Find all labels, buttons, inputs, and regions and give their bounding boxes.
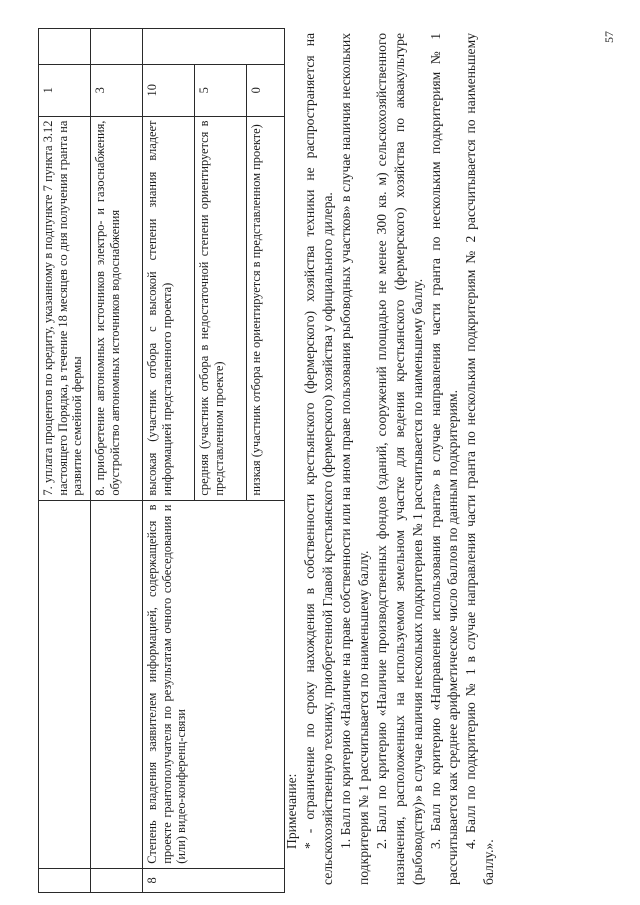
notes-heading: Примечание: bbox=[284, 773, 299, 849]
option-text: низкая (участник отбора не ориентируется в представленном проекте) bbox=[247, 116, 285, 500]
page-number: 57 bbox=[602, 31, 616, 43]
criteria-table bbox=[38, 28, 285, 893]
note-item: * - ограничение по сроку нахождения в собственности крестьянского (фермерского) хозяйства техники не распространяется на сельскохозяйственную технику, приобретенной Главой крестьянского (фермерского) хозяйства у официального дилера. bbox=[301, 33, 335, 885]
option-score: 10 bbox=[143, 64, 195, 116]
table-row bbox=[39, 29, 91, 893]
table-row bbox=[91, 29, 143, 893]
option-text: 8. приобретение автономных источников электро- и газоснабжения, обустройство автономных источников водоснабжения bbox=[91, 116, 143, 500]
notes-section bbox=[283, 33, 498, 885]
option-text: 7. уплата процентов по кредиту, указанному в подпункте 7 пункта 3.12 настоящего Порядка, в течение 18 месяцев со дня получения гранта на развитие семейной фермы bbox=[39, 116, 91, 500]
note-item: 1. Балл по критерию «Наличие на праве собственности или на ином праве пользования рыбоводных участков» в случае наличия нескольких подкритерия № 1 рассчитывается по наименьшему баллу. bbox=[337, 33, 371, 885]
option-score: 1 bbox=[39, 64, 91, 116]
note-item: 3. Балл по критерию «Направление использования гранта» в случае направления части гранта по нескольким подкритериям № 1 рассчитывается как среднее арифметическое число баллов по данным подкритериям. bbox=[427, 33, 461, 885]
option-score: 3 bbox=[91, 64, 143, 116]
option-score: 0 bbox=[247, 64, 285, 116]
criterion-text: Степень владения заявителем информацией, содержащейся в проекте грантополучателя по результатам очного собеседования и (или) видео-конференц-связи bbox=[143, 500, 285, 868]
note-item: 2. Балл по критерию «Наличие производственных фондов (зданий, сооружений площадью не менее 300 кв. м) сельскохозяйственного назначения, расположенных на используемом земельном участке для ведения крестьянского (фермерского) хозяйства по аквакультуре (рыбоводству)» в случае наличия нескольких подкритериев № 1 рассчитывается по наименьшему баллу. bbox=[373, 33, 425, 885]
option-text: средняя (участник отбора в недостаточной степени ориентируется в представленном проекте) bbox=[195, 116, 247, 500]
option-text: высокая (участник отбора с высокой степени знания владеет информацией представленного проекта) bbox=[143, 116, 195, 500]
option-score: 5 bbox=[195, 64, 247, 116]
note-item: 4. Балл по подкритерию № 1 в случае направления части гранта по нескольким подкритериям № 2 рассчитывается по наименьшему баллу.». bbox=[463, 33, 497, 885]
criterion-number: 8 bbox=[143, 868, 285, 892]
table-row bbox=[143, 29, 195, 893]
